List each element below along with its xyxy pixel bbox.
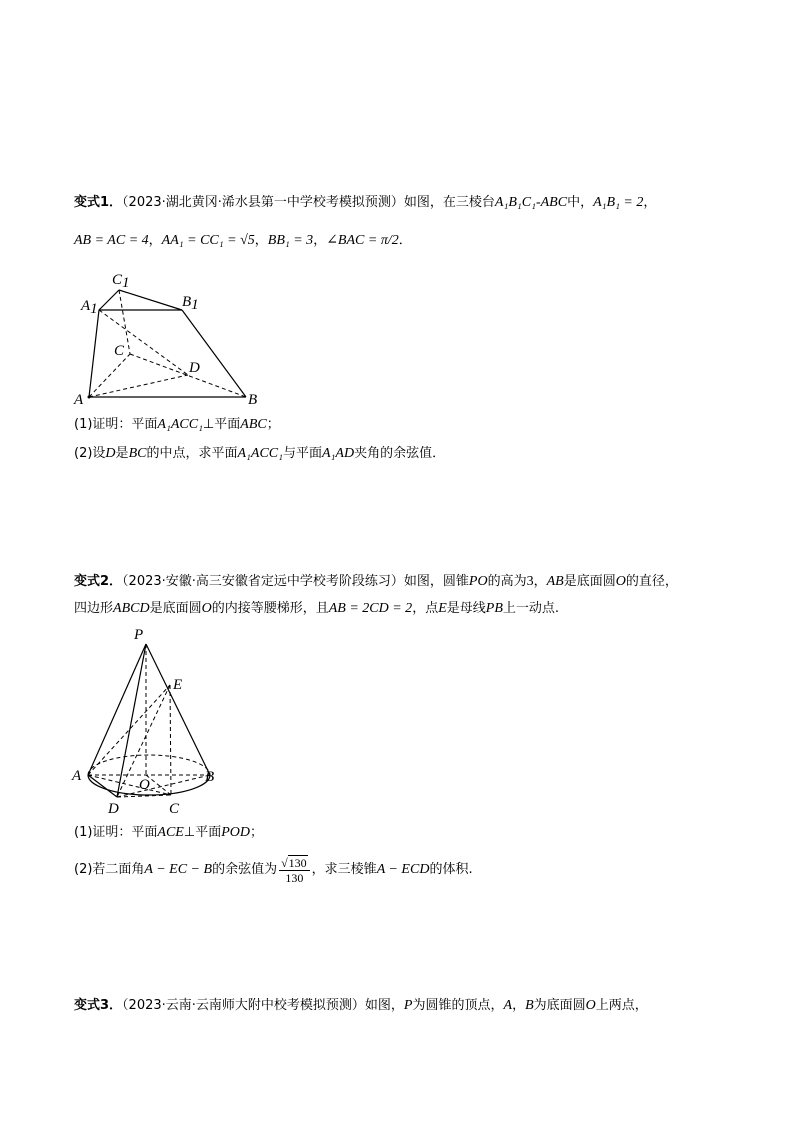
- problem1-part2: [74, 444, 445, 464]
- problem2-t10: 是母线: [446, 601, 486, 616]
- cone-label-e: E: [173, 677, 183, 693]
- problem3-p: P: [403, 998, 413, 1013]
- problem2-cos-num: 130: [288, 855, 307, 870]
- problem1-part2-mid3: 与平面: [282, 446, 322, 461]
- problem2-pb: PB: [485, 601, 503, 616]
- problem1-part2-point: D: [105, 446, 116, 461]
- cone-edge-pd: [117, 644, 146, 797]
- problem2-part2-mid: 的余弦值为: [212, 862, 278, 877]
- cone-label-o: O: [139, 777, 150, 793]
- problem1-part1-prefix: (1)证明：平面: [74, 417, 158, 432]
- problem1-line1: 变式1．（2023·湖北黄冈·浠水县第一中学校考模拟预测）如图，在三棱台A₁B₁C₁-ABC中，A₁B₁ = 2，: [74, 195, 657, 210]
- problem2-t9: ，点: [412, 601, 439, 616]
- problem2-cos-fraction: $\frac{√130}{130}$: [279, 855, 310, 885]
- edge-c1b1: [119, 290, 182, 310]
- problem1-part1-mid: ⊥平面: [202, 417, 241, 432]
- point-a-dot: [88, 396, 91, 399]
- problem3-t5: 上两点，: [595, 998, 648, 1013]
- problem1-cond3: AA₁ = CC₁ = √5: [161, 233, 255, 248]
- problem2-cone-figure: [70, 625, 230, 817]
- problem1-part2-end: 夹角的余弦值．: [354, 446, 446, 461]
- cone-edge-pa: [88, 644, 146, 775]
- problem2-part1-end: ；: [249, 825, 263, 840]
- problem2-t5: 的直径，: [625, 574, 678, 589]
- problem2-part2-mid2: ，求三棱锥: [311, 862, 377, 877]
- problem2-part2-prefix: (2)若二面角: [74, 862, 145, 877]
- problem1-solid: A₁B₁C₁-ABC: [494, 195, 568, 210]
- cone-label-d: D: [108, 801, 119, 817]
- cone-ec: [170, 685, 171, 795]
- problem2-t7: 是底面圆: [149, 601, 202, 616]
- problem3-b: B: [525, 998, 534, 1013]
- problem1-part1-end: ；: [266, 417, 280, 432]
- edge-ac: [89, 354, 130, 397]
- edge-ad: [89, 375, 188, 397]
- problem1-in: 中，: [567, 195, 594, 210]
- problem1-source: （2023·湖北黄冈·浠水县第一中学校考模拟预测）: [122, 195, 404, 210]
- cone-label-c: C: [169, 801, 180, 817]
- problem3-a: A: [503, 998, 513, 1013]
- problem2-t3: ，: [533, 574, 547, 589]
- problem2-part2-end: 的体积.: [429, 862, 473, 877]
- problem2-part1-plane1: ACE: [157, 825, 184, 840]
- cone-edge-pb: [146, 644, 210, 775]
- problem3-title: 变式3．: [74, 998, 123, 1013]
- edge-b1b: [182, 310, 246, 397]
- problem1-part2-prefix: (2)设: [74, 446, 106, 461]
- problem2-part2: [74, 852, 473, 888]
- problem3-t1: 如图，: [364, 998, 404, 1013]
- problem2-t4: 是底面圆: [563, 574, 616, 589]
- problem3-o: O: [585, 998, 596, 1013]
- problem2-line2: [74, 599, 559, 619]
- problem2-title: 变式2．: [74, 574, 123, 589]
- problem1-cond1: A₁B₁ = 2: [593, 195, 644, 210]
- problem1-part2-seg: BC: [128, 446, 147, 461]
- problem2-o: O: [615, 574, 626, 589]
- problem1-part1-plane2: ABC: [240, 417, 267, 432]
- cone-ae: [88, 685, 170, 775]
- problem1-part2-mid2: 的中点，求平面: [146, 446, 238, 461]
- problem2-line1: [74, 572, 678, 592]
- label-c1: C1: [112, 272, 130, 291]
- problem2-ab: AB: [546, 574, 564, 589]
- cone-label-p: P: [134, 627, 144, 643]
- problem1-frustum-figure: [70, 266, 270, 408]
- cone-base-back: [88, 755, 210, 775]
- problem2-part1-prefix: (1)证明：平面: [74, 825, 158, 840]
- problem2-o2: O: [201, 601, 212, 616]
- problem3-t4: 为底面圆: [533, 998, 586, 1013]
- problem1-intro: 如图，在三棱台: [403, 195, 495, 210]
- problem2-cos-den: 130: [285, 870, 304, 885]
- label-b: B: [248, 392, 258, 408]
- label-d: D: [189, 360, 200, 376]
- problem2-part2-angle: A − EC − B: [144, 862, 213, 877]
- problem1-part2-plane1: A₁ACC₁: [237, 446, 283, 461]
- edge-a1a: [89, 310, 99, 397]
- edge-a1c1: [99, 290, 119, 310]
- problem2-part1-mid: ⊥平面: [183, 825, 222, 840]
- label-b1: B1: [182, 294, 199, 313]
- problem2-e: E: [438, 601, 447, 616]
- cone-label-a: A: [72, 768, 82, 784]
- edge-a1d: [99, 310, 188, 375]
- problem2-t6: 四边形: [74, 601, 114, 616]
- problem2-t11: 上一动点.: [502, 601, 560, 616]
- problem2-t1: 如图，圆锥: [403, 574, 469, 589]
- problem1-part2-plane2: A₁AD: [322, 446, 355, 461]
- problem2-part2-solid: A − ECD: [376, 862, 430, 877]
- problem1-title: 变式1．: [74, 195, 123, 210]
- problem3-t2: 为圆锥的顶点，: [412, 998, 504, 1013]
- label-a1: A1: [81, 298, 98, 317]
- problem2-po: PO: [468, 574, 488, 589]
- problem2-eq: AB = 2CD = 2: [328, 601, 413, 616]
- problem2-source: （2023·安徽·高三安徽省定远中学校考阶段练习）: [122, 574, 404, 589]
- problem1-cond4: BB₁ = 3: [267, 233, 314, 248]
- problem1-part1-plane1: A₁ACC₁: [157, 417, 203, 432]
- problem1-line2: AB = AC = 4，AA₁ = CC₁ = √5，BB₁ = 3，∠BAC = π/2．: [74, 233, 412, 248]
- problem1-cond5: ∠BAC = π/2: [326, 233, 399, 248]
- problem3-source: （2023·云南·云南师大附中校考模拟预测）: [122, 998, 365, 1013]
- problem2-t8: 的内接等腰梯形，且: [211, 601, 329, 616]
- problem2-t2: 的高为: [487, 574, 527, 589]
- problem1-part1: [74, 415, 280, 435]
- problem3-t3: ，: [512, 998, 526, 1013]
- problem1-part2-mid: 是: [115, 446, 129, 461]
- problem3-line1: [74, 996, 648, 1016]
- cone-label-b: B: [205, 769, 215, 785]
- problem2-part1: [74, 823, 263, 843]
- label-a: A: [74, 392, 84, 408]
- problem2-abcd: ABCD: [113, 601, 150, 616]
- problem1-cond2: AB = AC = 4: [74, 233, 149, 248]
- problem2-part1-plane2: POD: [221, 825, 250, 840]
- label-c: C: [114, 343, 125, 359]
- problem2-height: 3: [526, 574, 534, 589]
